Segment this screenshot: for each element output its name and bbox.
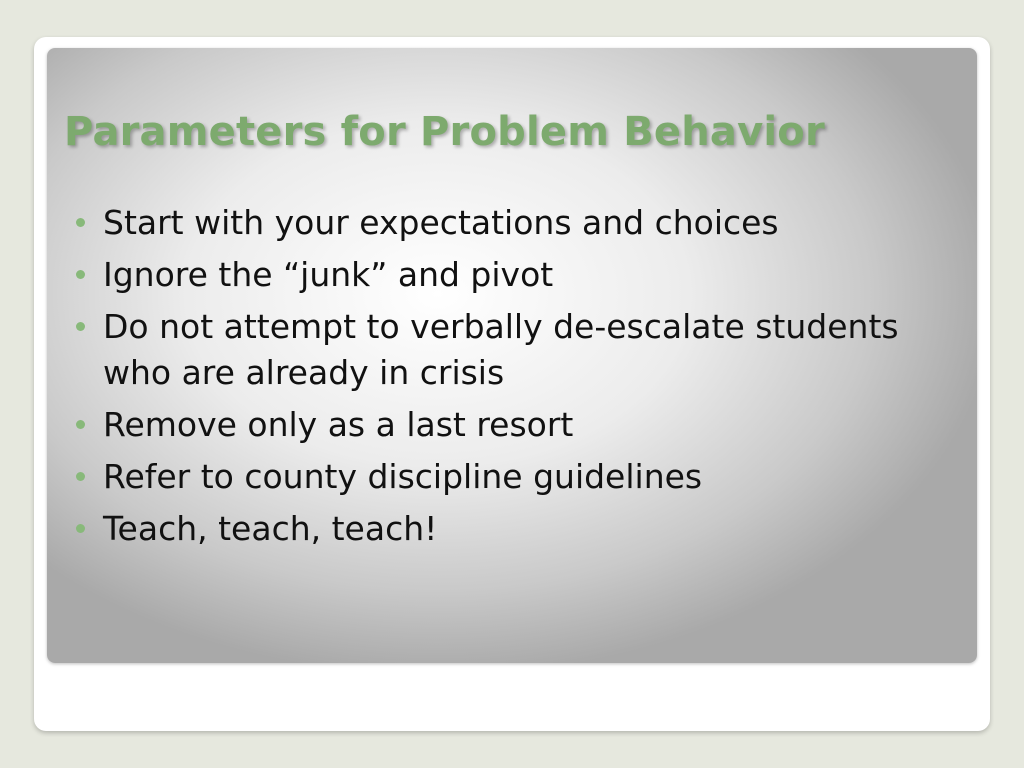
bullet-dot-icon xyxy=(76,322,85,331)
bullet-item xyxy=(72,506,952,552)
bullet-item xyxy=(72,304,952,396)
bullet-item xyxy=(72,402,952,448)
bullet-item xyxy=(72,252,952,298)
bullet-text: Refer to county discipline guidelines xyxy=(103,457,703,496)
bullet-text: Do not attempt to verbally de-escalate students who are already in crisis xyxy=(103,307,899,392)
bullet-text: Ignore the “junk” and pivot xyxy=(103,255,554,294)
bullet-list xyxy=(72,200,952,558)
bullet-dot-icon xyxy=(76,270,85,279)
slide-title: Parameters for Problem Behavior xyxy=(64,109,825,155)
bullet-item xyxy=(72,200,952,246)
bullet-text: Start with your expectations and choices xyxy=(103,203,779,242)
bullet-item xyxy=(72,454,952,500)
bullet-text: Remove only as a last resort xyxy=(103,405,574,444)
bullet-dot-icon xyxy=(76,472,85,481)
bullet-dot-icon xyxy=(76,218,85,227)
bullet-text: Teach, teach, teach! xyxy=(103,509,438,548)
bullet-dot-icon xyxy=(76,524,85,533)
bullet-dot-icon xyxy=(76,420,85,429)
